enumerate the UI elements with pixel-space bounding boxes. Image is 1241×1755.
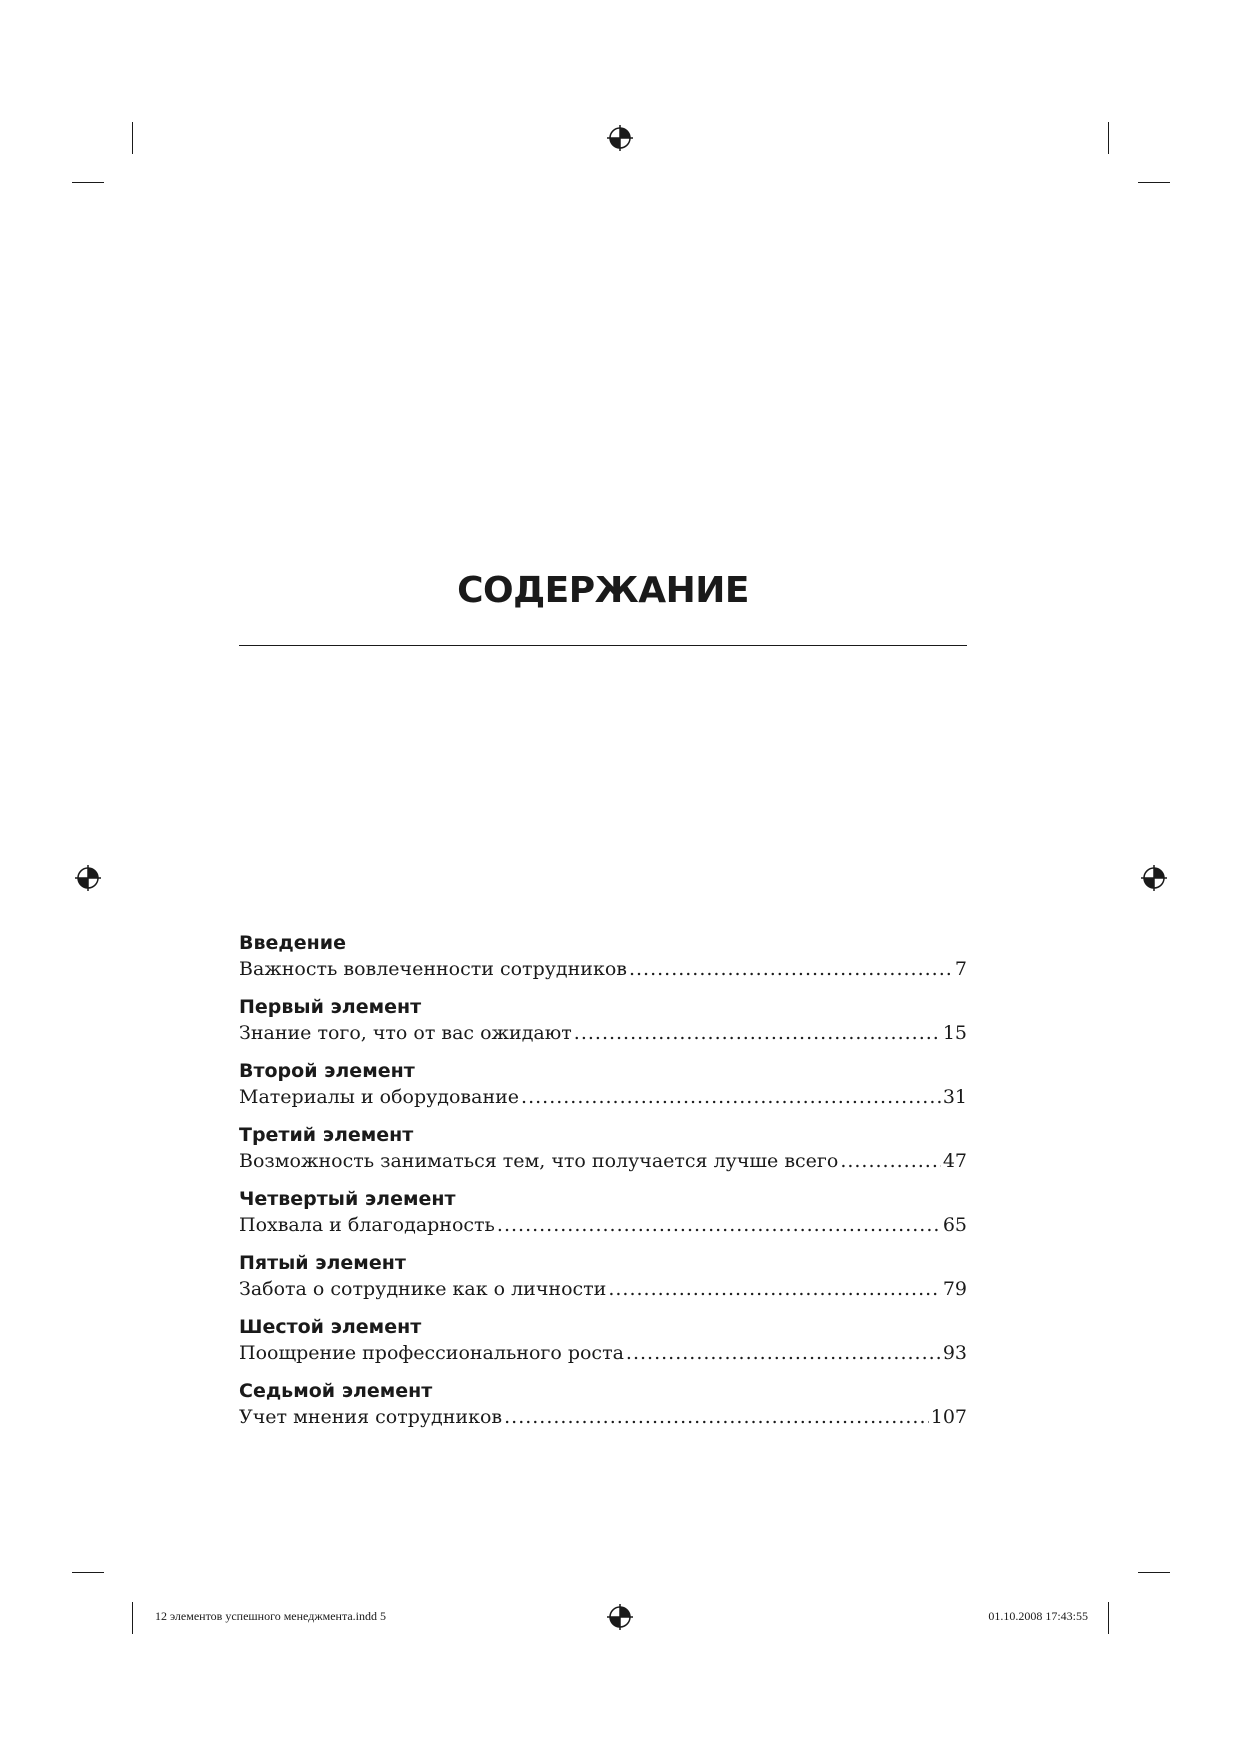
- table-of-contents: [239, 930, 967, 1442]
- toc-title: Возможность заниматься тем, что получается лучше всего: [239, 1150, 839, 1172]
- toc-line: [239, 1020, 967, 1046]
- toc-entry[interactable]: [239, 1378, 967, 1442]
- toc-page-number: 93: [942, 1342, 967, 1364]
- toc-dot-leader: [840, 1148, 941, 1174]
- toc-line: [239, 1212, 967, 1238]
- toc-entry[interactable]: [239, 1058, 967, 1122]
- toc-title: Забота о сотруднике как о личности: [239, 1278, 607, 1300]
- crop-mark-bottom-left-horizontal: [72, 1572, 104, 1573]
- toc-line: [239, 956, 967, 982]
- toc-line: [239, 1340, 967, 1366]
- toc-dot-leader: [521, 1084, 941, 1110]
- crop-mark-top-left-vertical: [132, 122, 133, 154]
- toc-entry[interactable]: [239, 1186, 967, 1250]
- slug-datetime: 01.10.2008 17:43:55: [988, 1609, 1088, 1623]
- toc-page-number: 79: [942, 1278, 967, 1300]
- slug-filename: 12 элементов успешного менеджмента.indd 5: [155, 1609, 386, 1623]
- toc-page-number: 107: [930, 1406, 967, 1428]
- toc-entry[interactable]: [239, 1122, 967, 1186]
- toc-dot-leader: [497, 1212, 941, 1238]
- toc-page-number: 7: [954, 958, 967, 980]
- toc-title: Поощрение профессионального роста: [239, 1342, 624, 1364]
- toc-title: Учет мнения сотрудников: [239, 1406, 503, 1428]
- toc-chapter: Пятый элемент: [239, 1252, 406, 1274]
- toc-chapter: Шестой элемент: [239, 1316, 422, 1338]
- registration-mark-icon: [75, 865, 101, 891]
- toc-title: Знание того, что от вас ожидают: [239, 1022, 572, 1044]
- toc-entry[interactable]: [239, 1314, 967, 1378]
- registration-mark-icon: [607, 1604, 633, 1630]
- toc-dot-leader: [574, 1020, 941, 1046]
- toc-entry[interactable]: [239, 1250, 967, 1314]
- toc-title: Похвала и благодарность: [239, 1214, 495, 1236]
- crop-mark-top-left-horizontal: [72, 182, 104, 183]
- toc-page-number: 31: [942, 1086, 967, 1108]
- toc-page-number: 15: [942, 1022, 967, 1044]
- registration-mark-icon: [1141, 865, 1167, 891]
- crop-mark-bottom-left-vertical: [132, 1602, 133, 1634]
- toc-title: Материалы и оборудование: [239, 1086, 520, 1108]
- crop-mark-bottom-right-vertical: [1108, 1602, 1109, 1634]
- toc-chapter: Четвертый элемент: [239, 1188, 456, 1210]
- toc-dot-leader: [504, 1404, 929, 1430]
- toc-dot-leader: [626, 1340, 941, 1366]
- crop-mark-bottom-right-horizontal: [1138, 1572, 1170, 1573]
- toc-dot-leader: [608, 1276, 940, 1302]
- toc-chapter: Второй элемент: [239, 1060, 415, 1082]
- toc-line: [239, 1404, 967, 1430]
- page-title: СОДЕРЖАНИЕ: [457, 570, 749, 611]
- toc-dot-leader: [629, 956, 953, 982]
- toc-chapter: Первый элемент: [239, 996, 422, 1018]
- toc-line: [239, 1276, 967, 1302]
- toc-line: [239, 1148, 967, 1174]
- toc-title: Важность вовлеченности сотрудников: [239, 958, 627, 980]
- toc-chapter: Третий элемент: [239, 1124, 414, 1146]
- crop-mark-top-right-horizontal: [1138, 182, 1170, 183]
- toc-entry[interactable]: [239, 930, 967, 994]
- toc-page-number: 47: [942, 1150, 967, 1172]
- registration-mark-icon: [607, 125, 633, 151]
- crop-mark-top-right-vertical: [1108, 122, 1109, 154]
- toc-line: [239, 1084, 967, 1110]
- toc-page-number: 65: [942, 1214, 967, 1236]
- toc-entry[interactable]: [239, 994, 967, 1058]
- title-rule: [239, 645, 967, 646]
- toc-chapter: Седьмой элемент: [239, 1380, 433, 1402]
- toc-chapter: Введение: [239, 932, 346, 954]
